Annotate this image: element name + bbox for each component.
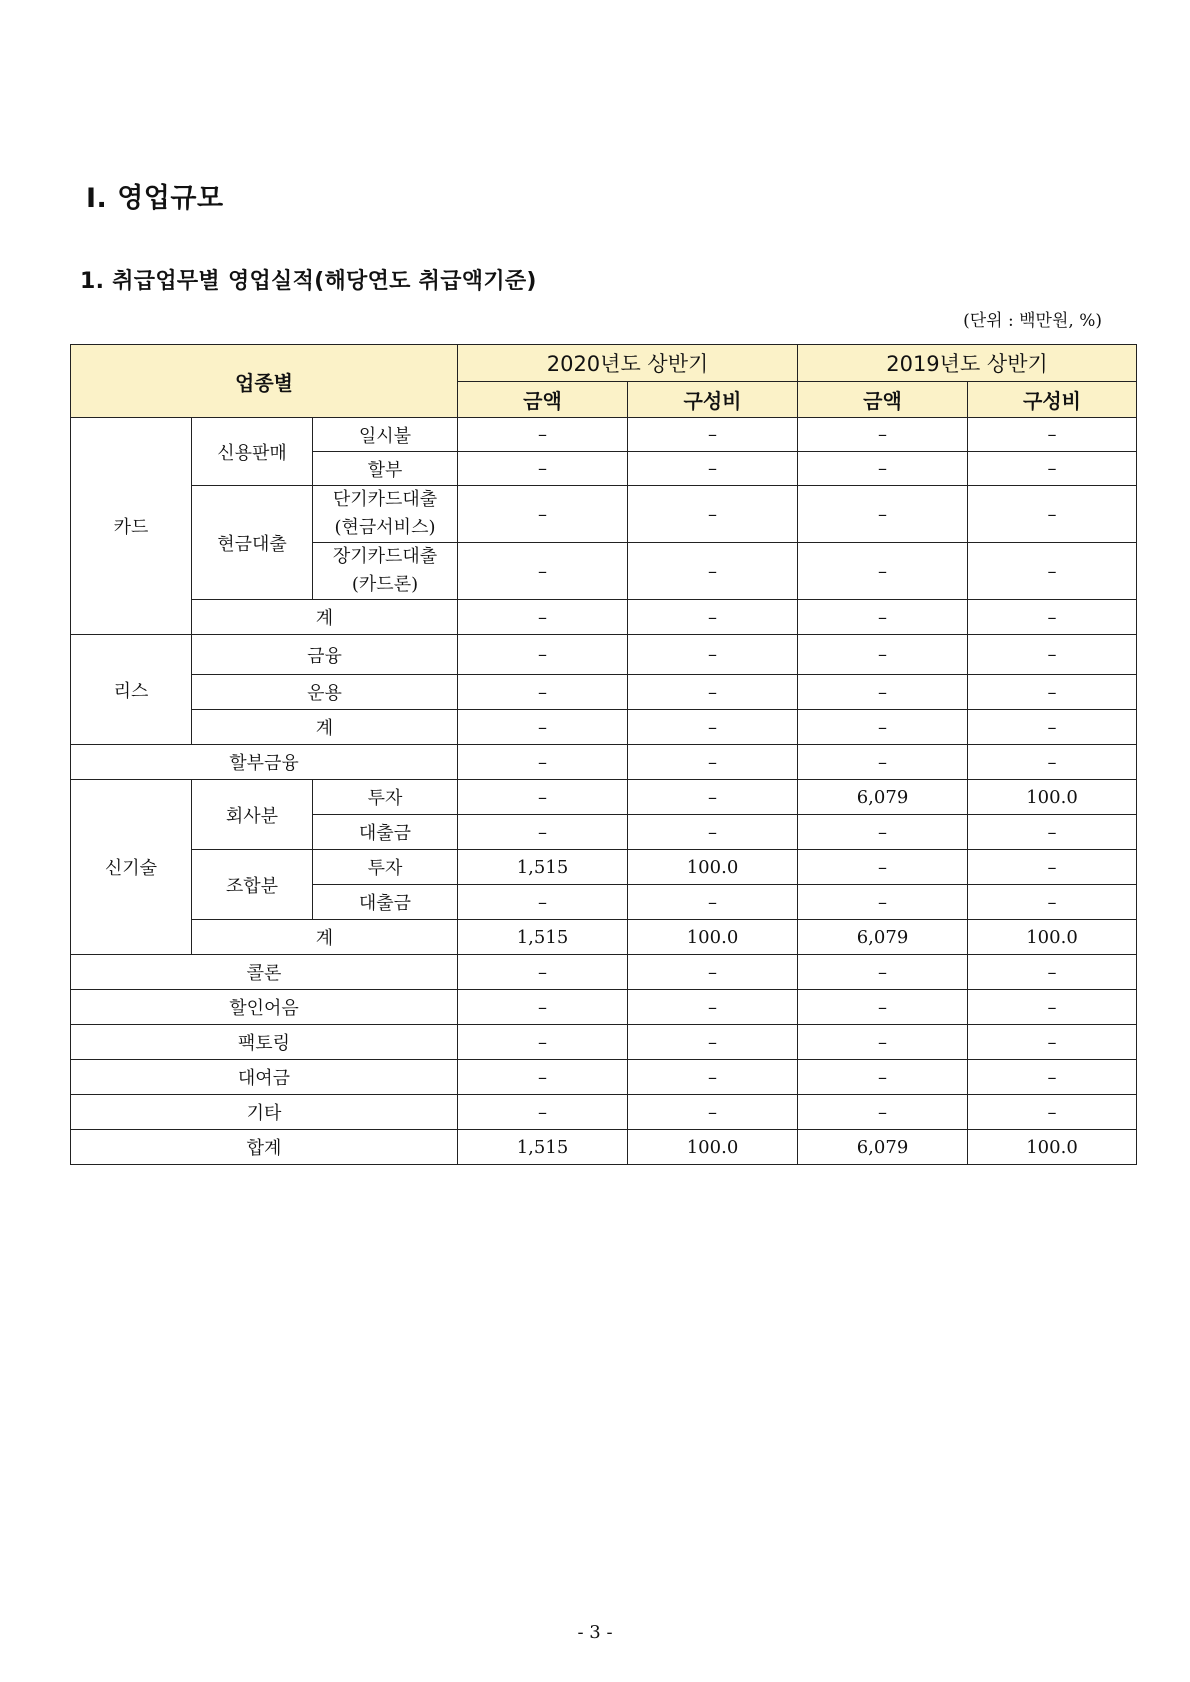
ratio-2020: – xyxy=(628,780,798,815)
amount-2020: – xyxy=(458,955,628,990)
row-label: 계 xyxy=(192,710,458,745)
amount-2019: 6,079 xyxy=(798,780,968,815)
row-label: 투자 xyxy=(313,850,458,885)
ratio-2020: – xyxy=(628,815,798,850)
amount-2020: – xyxy=(458,1025,628,1060)
header-ratio-2019: 구성비 xyxy=(968,382,1137,418)
ratio-2020: – xyxy=(628,990,798,1025)
ratio-2019: – xyxy=(968,1025,1137,1060)
table-row xyxy=(71,1060,1137,1095)
ratio-2019: – xyxy=(968,486,1137,543)
amount-2020: – xyxy=(458,1095,628,1130)
amount-2019: – xyxy=(798,710,968,745)
amount-2019: – xyxy=(798,486,968,543)
ratio-2020: – xyxy=(628,1060,798,1095)
amount-2020: – xyxy=(458,1060,628,1095)
header-year-2020: 2020년도 상반기 xyxy=(458,345,798,382)
table-row xyxy=(71,745,1137,780)
row-label: 할부금융 xyxy=(71,745,458,780)
amount-2019: – xyxy=(798,1095,968,1130)
row-label-line1: 단기카드대출 xyxy=(332,489,438,510)
group-lease: 리스 xyxy=(71,635,192,745)
row-label: 운용 xyxy=(192,675,458,710)
table-row xyxy=(71,675,1137,710)
ratio-2020: – xyxy=(628,710,798,745)
ratio-2020: – xyxy=(628,1025,798,1060)
row-label: 대출금 xyxy=(313,885,458,920)
amount-2019: – xyxy=(798,955,968,990)
ratio-2020: – xyxy=(628,600,798,635)
ratio-2019: – xyxy=(968,745,1137,780)
table-row-subtotal xyxy=(71,710,1137,745)
ratio-2019: – xyxy=(968,850,1137,885)
ratio-2019: – xyxy=(968,600,1137,635)
row-label: 팩토링 xyxy=(71,1025,458,1060)
row-label: 투자 xyxy=(313,780,458,815)
amount-2019: – xyxy=(798,850,968,885)
row-label: 일시불 xyxy=(313,418,458,452)
subgroup-credit-sales: 신용판매 xyxy=(192,418,313,486)
amount-2020: – xyxy=(458,418,628,452)
row-label: 기타 xyxy=(71,1095,458,1130)
row-label: 대여금 xyxy=(71,1060,458,1095)
amount-2020: – xyxy=(458,486,628,543)
row-label: 콜론 xyxy=(71,955,458,990)
amount-2019: – xyxy=(798,1060,968,1095)
row-label-two-line xyxy=(313,486,458,543)
table-row xyxy=(71,780,1137,815)
amount-2019: 6,079 xyxy=(798,920,968,955)
ratio-2020: – xyxy=(628,543,798,600)
amount-2019: – xyxy=(798,1025,968,1060)
row-label: 대출금 xyxy=(313,815,458,850)
ratio-2019: 100.0 xyxy=(968,920,1137,955)
subgroup-union: 조합분 xyxy=(192,850,313,920)
amount-2020: 1,515 xyxy=(458,1130,628,1165)
ratio-2020: 100.0 xyxy=(628,850,798,885)
header-ratio-2020: 구성비 xyxy=(628,382,798,418)
amount-2019: – xyxy=(798,452,968,486)
page-number: - 3 - xyxy=(577,1622,613,1643)
amount-2019: – xyxy=(798,885,968,920)
ratio-2019: – xyxy=(968,543,1137,600)
ratio-2020: – xyxy=(628,486,798,543)
amount-2020: – xyxy=(458,815,628,850)
amount-2019: – xyxy=(798,745,968,780)
amount-2020: 1,515 xyxy=(458,920,628,955)
ratio-2019: – xyxy=(968,635,1137,675)
ratio-2020: – xyxy=(628,452,798,486)
row-label: 합계 xyxy=(71,1130,458,1165)
ratio-2019: – xyxy=(968,1095,1137,1130)
amount-2019: 6,079 xyxy=(798,1130,968,1165)
ratio-2020: 100.0 xyxy=(628,1130,798,1165)
ratio-2019: 100.0 xyxy=(968,780,1137,815)
row-label: 금융 xyxy=(192,635,458,675)
table-row-subtotal xyxy=(71,920,1137,955)
table-row xyxy=(71,955,1137,990)
subgroup-cash-loan: 현금대출 xyxy=(192,486,313,600)
amount-2020: – xyxy=(458,885,628,920)
ratio-2019: – xyxy=(968,990,1137,1025)
amount-2020: 1,515 xyxy=(458,850,628,885)
row-label: 할인어음 xyxy=(71,990,458,1025)
group-card: 카드 xyxy=(71,418,192,635)
amount-2019: – xyxy=(798,675,968,710)
row-label-line2: (현금서비스) xyxy=(334,517,436,538)
amount-2020: – xyxy=(458,990,628,1025)
row-label-line2: (카드론) xyxy=(351,574,419,595)
amount-2020: – xyxy=(458,745,628,780)
row-label: 계 xyxy=(192,920,458,955)
ratio-2020: – xyxy=(628,635,798,675)
table-row xyxy=(71,1095,1137,1130)
ratio-2019: – xyxy=(968,710,1137,745)
unit-note: (단위 : 백만원, %) xyxy=(963,311,1102,331)
header-category: 업종별 xyxy=(71,345,458,418)
header-row-years xyxy=(71,345,1137,382)
amount-2020: – xyxy=(458,600,628,635)
amount-2020: – xyxy=(458,635,628,675)
ratio-2019: – xyxy=(968,885,1137,920)
ratio-2019: – xyxy=(968,1060,1137,1095)
amount-2019: – xyxy=(798,600,968,635)
ratio-2020: – xyxy=(628,885,798,920)
amount-2020: – xyxy=(458,543,628,600)
amount-2019: – xyxy=(798,815,968,850)
ratio-2019: – xyxy=(968,418,1137,452)
row-label: 계 xyxy=(192,600,458,635)
table-row-subtotal xyxy=(71,600,1137,635)
header-amount-2019: 금액 xyxy=(798,382,968,418)
table-row xyxy=(71,418,1137,452)
section-title: Ⅰ. 영업규모 xyxy=(86,183,224,214)
group-newtech: 신기술 xyxy=(71,780,192,955)
amount-2020: – xyxy=(458,675,628,710)
header-year-2019: 2019년도 상반기 xyxy=(798,345,1137,382)
row-label-line1: 장기카드대출 xyxy=(332,546,438,567)
amount-2019: – xyxy=(798,543,968,600)
header-amount-2020: 금액 xyxy=(458,382,628,418)
ratio-2019: – xyxy=(968,675,1137,710)
table-row xyxy=(71,990,1137,1025)
ratio-2020: – xyxy=(628,675,798,710)
ratio-2019: – xyxy=(968,955,1137,990)
amount-2020: – xyxy=(458,780,628,815)
ratio-2020: 100.0 xyxy=(628,920,798,955)
ratio-2020: – xyxy=(628,955,798,990)
row-label-two-line xyxy=(313,543,458,600)
amount-2019: – xyxy=(798,990,968,1025)
row-label: 할부 xyxy=(313,452,458,486)
ratio-2019: – xyxy=(968,452,1137,486)
ratio-2020: – xyxy=(628,745,798,780)
table-row xyxy=(71,486,1137,543)
amount-2020: – xyxy=(458,452,628,486)
ratio-2020: – xyxy=(628,1095,798,1130)
sub-title: 1. 취급업무별 영업실적(해당연도 취급액기준) xyxy=(80,269,537,294)
amount-2019: – xyxy=(798,418,968,452)
table-row xyxy=(71,635,1137,675)
performance-table xyxy=(70,344,1137,1165)
table-row-total xyxy=(71,1130,1137,1165)
ratio-2019: 100.0 xyxy=(968,1130,1137,1165)
subgroup-company: 회사분 xyxy=(192,780,313,850)
ratio-2019: – xyxy=(968,815,1137,850)
table-row xyxy=(71,850,1137,885)
amount-2019: – xyxy=(798,635,968,675)
ratio-2020: – xyxy=(628,418,798,452)
table-row xyxy=(71,1025,1137,1060)
amount-2020: – xyxy=(458,710,628,745)
